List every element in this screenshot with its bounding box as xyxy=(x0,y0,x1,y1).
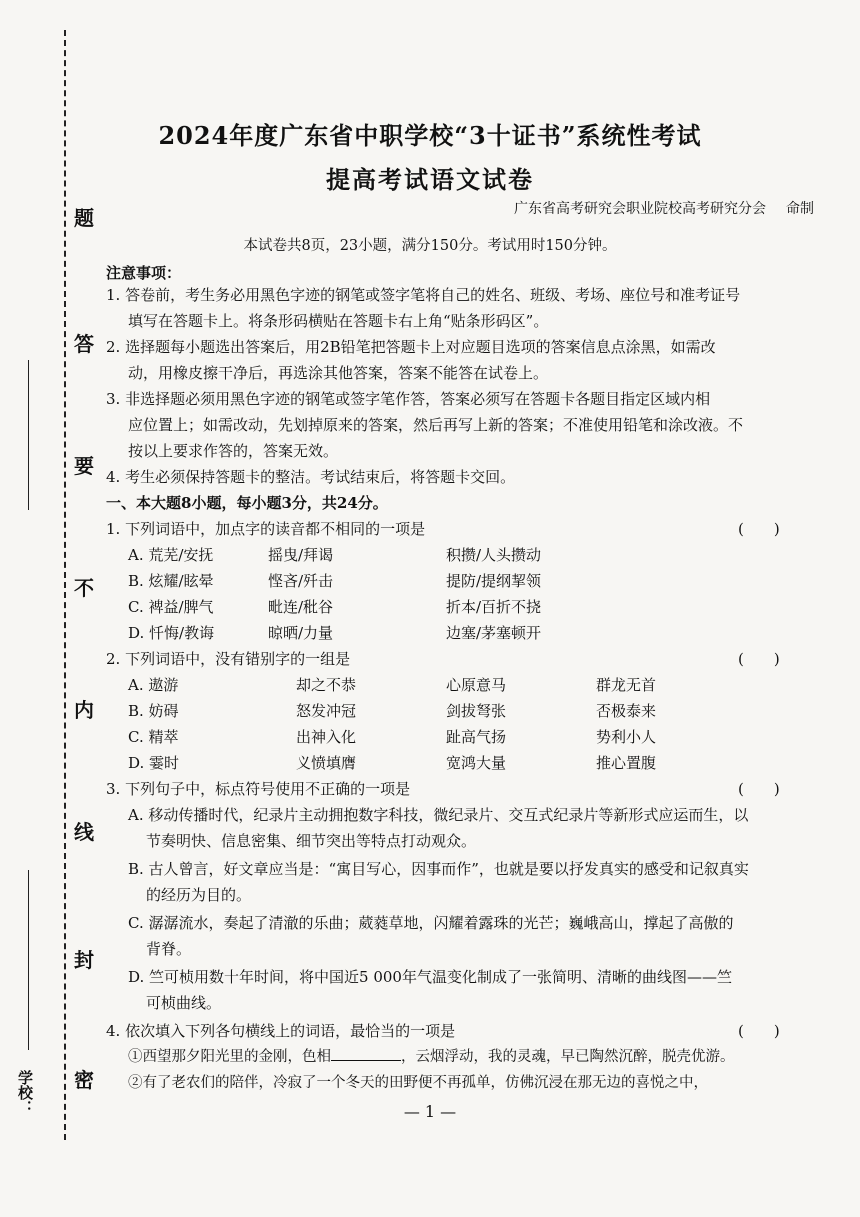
q2-option: 势利小人 xyxy=(596,728,657,746)
note-line: 应位置上；如需改动，先划掉原来的答案，然后再写上新的答案；不准使用铅笔和涂改液。不 xyxy=(128,416,744,434)
answer-paren: ( ) xyxy=(738,520,780,538)
note-line: 1. 答卷前，考生务必用黑色字迹的钢笔或签字笔将自己的姓名、班级、考场、座位号和准考证号 xyxy=(106,286,741,304)
note-line: 填写在答题卡上。将条形码横贴在答题卡右上角“贴条形码区”。 xyxy=(128,312,549,330)
page-number: — 1 — xyxy=(403,1102,457,1121)
section-heading: 一、本大题8小题，每小题3分，共24分。 xyxy=(106,494,388,512)
notes-title: 注意事项： xyxy=(106,264,182,282)
note-line: 按以上要求作答的，答案无效。 xyxy=(128,442,339,460)
q3-option: 背脊。 xyxy=(146,940,192,958)
note-line: 3. 非选择题必须用黑色字迹的钢笔或签字笔作答，答案必须写在答题卡各题目指定区域内相 xyxy=(106,390,711,408)
q3-option: B. 古人曾言，好文章应当是：“寓目写心，因事而作”，也就是要以抒发真实的感受和记叙真实 xyxy=(128,860,749,878)
q3-option: D. 竺可桢用数十年时间，将中国近5 000年气温变化制成了一张简明、清晰的曲线图——竺 xyxy=(128,968,732,986)
answer-paren: ( ) xyxy=(738,650,780,668)
note-line: 动，用橡皮擦干净后，再选涂其他答案，答案不能答在试卷上。 xyxy=(128,364,549,382)
q1-option: 折本/百折不挠 xyxy=(446,598,542,616)
binding-dashed-line xyxy=(64,30,66,1140)
organizer-name: 广东省高考研究会职业院校高考研究分会 xyxy=(514,201,766,217)
q4-sentence-1 xyxy=(128,1046,735,1068)
q1-option: B. 炫耀/眩晕 xyxy=(128,572,214,590)
question-2-stem: 2. 下列词语中，没有错别字的一组是 xyxy=(106,650,351,668)
q3-option: 的经历为目的。 xyxy=(146,886,252,904)
exam-subtitle: 提高考试语文试卷 xyxy=(326,165,534,194)
q2-option: 剑拔弩张 xyxy=(446,702,507,720)
q2-option: A. 遨游 xyxy=(128,676,179,694)
q4-sentence-1-end: ，云烟浮动，我的灵魂，早已陶然沉醉，脱壳优游。 xyxy=(401,1049,735,1065)
organizer-suffix: 命制 xyxy=(786,201,814,217)
q2-option: 趾高气扬 xyxy=(446,728,507,746)
margin-char: 密 xyxy=(74,1068,94,1092)
q2-option: 群龙无首 xyxy=(596,676,657,694)
margin-char: 不 xyxy=(74,576,94,600)
margin-char: 封 xyxy=(74,948,94,972)
exam-title: 2024年度广东省中职学校“3十证书”系统性考试 xyxy=(158,121,702,150)
q2-option: 心原意马 xyxy=(446,676,507,694)
q2-option: 出神入化 xyxy=(296,728,357,746)
note-line: 2. 选择题每小题选出答案后，用2B铅笔把答题卡上对应题目选项的答案信息点涂黑，如需改 xyxy=(106,338,716,356)
q2-option: 否极泰来 xyxy=(596,702,657,720)
q1-option: D. 忏悔/教诲 xyxy=(128,624,215,642)
organizer xyxy=(514,198,814,218)
q1-option: C. 裨益/脾气 xyxy=(128,598,214,616)
margin-char: 线 xyxy=(74,820,94,844)
q3-option: A. 移动传播时代，纪录片主动拥抱数字科技，微纪录片、交互式纪录片等新形式应运而生，以 xyxy=(128,806,749,824)
q1-option: 摇曳/拜谒 xyxy=(268,546,334,564)
q2-option: C. 精萃 xyxy=(128,728,179,746)
q1-option: A. 荒芜/安抚 xyxy=(128,546,214,564)
q1-option: 边塞/茅塞顿开 xyxy=(446,624,542,642)
q2-option: 宽鸿大量 xyxy=(446,754,507,772)
margin-char: 内 xyxy=(74,698,94,722)
q4-sentence-1-start: ①西望那夕阳光里的金刚，色相 xyxy=(128,1049,331,1065)
q2-option: B. 妨碍 xyxy=(128,702,179,720)
q1-option: 积攒/人头攒动 xyxy=(446,546,542,564)
q2-option: 义愤填膺 xyxy=(296,754,357,772)
fill-blank[interactable] xyxy=(331,1046,401,1061)
q3-option: 节奏明快、信息密集、细节突出等特点打动观众。 xyxy=(146,832,477,850)
note-line: 4. 考生必须保持答题卡的整洁。考试结束后，将答题卡交回。 xyxy=(106,468,516,486)
exam-intro: 本试卷共8页，23小题，满分150分。考试用时150分钟。 xyxy=(243,238,617,254)
question-3-stem: 3. 下列句子中，标点符号使用不正确的一项是 xyxy=(106,780,411,798)
margin-rule xyxy=(28,870,29,1050)
school-label: 学校： xyxy=(16,1070,34,1115)
q1-option: 毗连/秕谷 xyxy=(268,598,334,616)
margin-char: 要 xyxy=(74,454,94,478)
question-1-stem: 1. 下列词语中，加点字的读音都不相同的一项是 xyxy=(106,520,426,538)
margin-char: 题 xyxy=(74,206,94,230)
q3-option: C. 潺潺流水，奏起了清澈的乐曲；葳蕤草地，闪耀着露珠的光芒；巍峨高山，撑起了高傲的 xyxy=(128,914,734,932)
q4-sentence-2: ②有了老农们的陪伴，冷寂了一个冬天的田野便不再孤单，仿佛沉浸在那无边的喜悦之中， xyxy=(128,1075,708,1091)
q1-option: 悭吝/歼击 xyxy=(268,572,334,590)
q1-option: 晾晒/力量 xyxy=(268,624,334,642)
q2-option: D. 霎时 xyxy=(128,754,180,772)
q2-option: 推心置腹 xyxy=(596,754,657,772)
q2-option: 却之不恭 xyxy=(296,676,357,694)
q3-option: 可桢曲线。 xyxy=(146,994,222,1012)
margin-char: 答 xyxy=(74,332,94,356)
question-4-stem: 4. 依次填入下列各句横线上的词语，最恰当的一项是 xyxy=(106,1022,456,1040)
q2-option: 怒发冲冠 xyxy=(296,702,357,720)
margin-rule xyxy=(28,360,29,510)
q1-option: 提防/提纲挈领 xyxy=(446,572,542,590)
answer-paren: ( ) xyxy=(738,780,780,798)
answer-paren: ( ) xyxy=(738,1022,780,1040)
